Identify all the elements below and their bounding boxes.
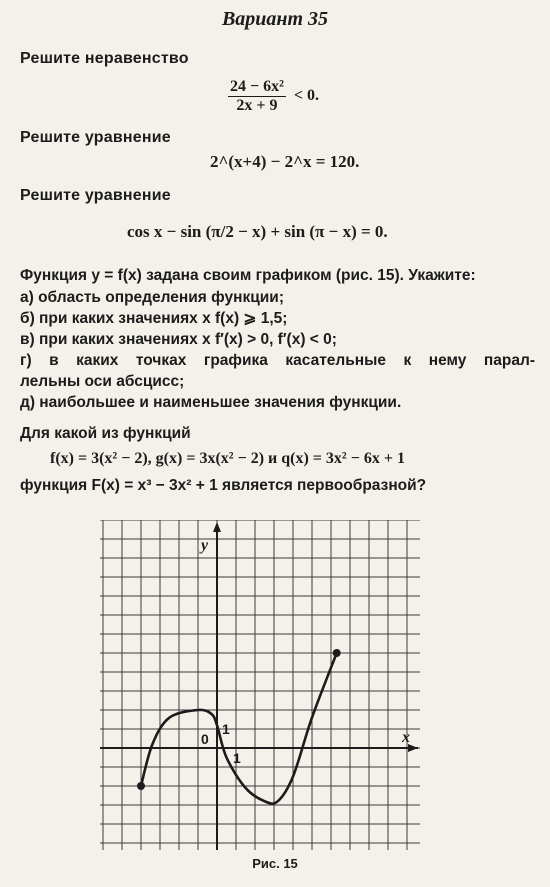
task5-line1: Для какой из функций — [20, 425, 191, 442]
task1-label: Решите неравенство — [20, 50, 189, 67]
task4-item-b: б) при каких значениях x f(x) ⩾ 1,5; — [20, 310, 288, 327]
y-axis-arrow — [213, 522, 221, 532]
variant-title: Вариант 35 — [221, 8, 329, 30]
inequality-relation: < 0. — [293, 87, 320, 105]
task2-equation: 2^(x+4) − 2^x = 120. — [210, 152, 360, 171]
inequality-fraction — [228, 78, 286, 115]
x-axis-label: x — [402, 729, 410, 746]
fraction-numerator: 24 − 6x² — [230, 78, 284, 95]
task3-label: Решите уравнение — [20, 187, 171, 204]
task4-item-a: а) область определения функции; — [20, 289, 284, 306]
x-unit-label: 1 — [233, 750, 241, 766]
task4-item-d-line2: лельны оси абсцисс; — [20, 373, 185, 390]
task4-item-d-line1: г) в каких точках графика касательные к нему парал- — [20, 352, 535, 369]
function-curve — [141, 653, 337, 804]
task5-functions: f(x) = 3(x² − 2), g(x) = 3x(x² − 2) и q(x) = 3x² − 6x + 1 — [50, 450, 405, 467]
task4-item-e: д) наибольшее и наименьшее значения функции. — [20, 394, 402, 411]
function-graph — [100, 520, 420, 850]
figure-caption: Рис. 15 — [252, 856, 298, 871]
origin-label: 0 — [201, 731, 209, 747]
task4-item-c: в) при каких значениях x f′(x) > 0, f′(x) < 0; — [20, 331, 337, 348]
curve-end-point — [333, 649, 341, 657]
y-axis-label: y — [201, 537, 209, 554]
y-unit-label: 1 — [222, 721, 230, 737]
task5-question: функция F(x) = x³ − 3x² + 1 является первообразной? — [20, 477, 427, 494]
curve-start-point — [137, 782, 145, 790]
task3-equation: cos x − sin (π/2 − x) + sin (π − x) = 0. — [127, 222, 388, 241]
task4-intro: Функция y = f(x) задана своим графиком (рис. 15). Укажите: — [20, 267, 476, 284]
task1-inequality — [228, 78, 319, 115]
fraction-denominator: 2x + 9 — [236, 97, 278, 114]
task2-label: Решите уравнение — [20, 129, 171, 146]
